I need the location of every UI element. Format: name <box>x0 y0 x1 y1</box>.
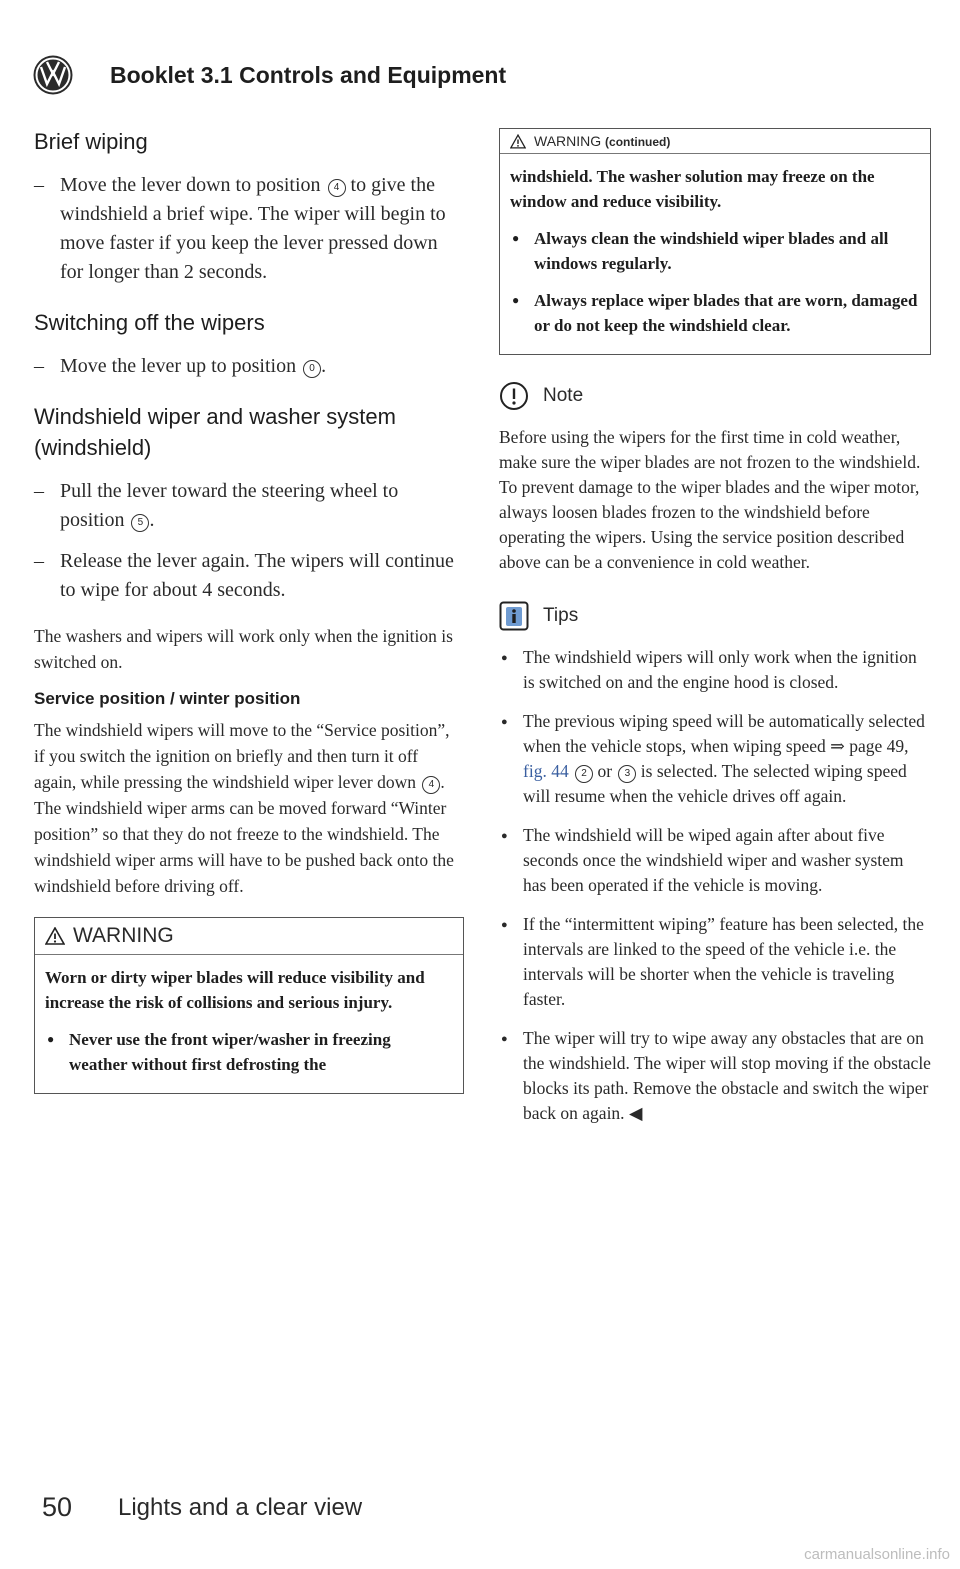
warning-triangle-icon <box>45 927 65 945</box>
service-position-text: The windshield wipers will move to the “Service position”, if you switch the ignition on briefly and then turn it off again, while pressing the windshield wiper lever down 4 . The windshield wiper arms can be moved forward “Winter position” so that they do not freeze to the windshield. The windshield wiper arms will have to be pushed back onto the windshield before driving off. <box>34 720 454 896</box>
warning-continued-paragraph: windshield. The washer solution may freeze on the window and reduce visibility. <box>510 167 875 211</box>
position-4-marker: 4 <box>328 179 346 197</box>
warning-bullet: ● Never use the front wiper/washer in freezing weather without first defrosting the <box>45 1027 453 1077</box>
washer-note-text: The washers and wipers will work only when the ignition is switched on. <box>34 626 453 672</box>
switching-off-instruction: – Move the lever up to position 0 . <box>34 352 464 381</box>
position-4-marker: 4 <box>422 776 440 794</box>
position-0-marker: 0 <box>303 360 321 378</box>
page-title: Booklet 3.1 Controls and Equipment <box>110 61 507 88</box>
warning-continued-body <box>500 154 930 354</box>
page-footer <box>42 1492 362 1523</box>
page-number: 50 <box>42 1492 73 1522</box>
note-header <box>499 381 931 411</box>
tip-item: ● If the “intermittent wiping” feature has been selected, the intervals are linked to the speed of the vehicle i.e. the intervals will be shorter when the vehicle is traveling faster. <box>499 912 931 1012</box>
position-3-marker: 3 <box>618 765 636 783</box>
watermark: carmanualsonline.info <box>804 1546 950 1563</box>
warning-continued-box <box>499 128 931 355</box>
position-2-marker: 2 <box>575 765 593 783</box>
service-position-heading: Service position / winter position <box>34 689 301 708</box>
washer-system-heading: Windshield wiper and washer system (windshield) <box>34 404 396 460</box>
tips-info-icon <box>499 601 529 631</box>
end-of-section-arrow-icon: ◀ <box>628 1103 643 1123</box>
warning-paragraph: Worn or dirty wiper blades will reduce visibility and increase the risk of collisions and serious injury. <box>45 968 425 1012</box>
switching-off-heading: Switching off the wipers <box>34 310 265 335</box>
tip-item: ● The windshield will be wiped again after about five seconds once the windshield wiper and washer system has been operated if the vehicle is moving. <box>499 823 931 898</box>
vw-logo-icon <box>32 54 74 96</box>
right-column <box>499 128 931 1140</box>
note-exclamation-icon <box>499 381 529 411</box>
warning-label: WARNING <box>73 924 174 947</box>
washer-release-instruction: – Release the lever again. The wipers will continue to wipe for about 4 seconds. <box>34 547 464 605</box>
section-title: Lights and a clear view <box>118 1493 363 1521</box>
brief-wiping-heading: Brief wiping <box>34 129 148 154</box>
tips-header <box>499 601 931 631</box>
washer-pull-instruction: – Pull the lever toward the steering wheel to position 5 . <box>34 477 464 535</box>
warning-continued-label: WARNING (continued) <box>534 133 671 149</box>
brief-wiping-instruction: – Move the lever down to position 4 to give the windshield a brief wipe. The wiper will begin to move faster if you keep the lever pressed down for longer than 2 seconds. <box>34 171 464 287</box>
warning-body <box>35 955 463 1093</box>
note-text: Before using the wipers for the first time in cold weather, make sure the wiper blades are not frozen to the windshield. To prevent damage to the wiper blades and the wiper motor, always loosen blades frozen to the windshield before operating the wipers. Using the service position described above can be a convenience in cold weather. <box>499 427 921 572</box>
warning-header <box>35 918 463 955</box>
warning-box <box>34 917 464 1094</box>
figure-link[interactable]: fig. 44 <box>523 761 569 781</box>
warning-bullet: ● Always clean the windshield wiper blades and all windows regularly. <box>510 226 920 276</box>
tip-item: ● The wiper will try to wipe away any obstacles that are on the windshield. The wiper will stop moving if the obstacle blocks its path. Remove the obstacle and switch the wiper back on again. ◀ <box>499 1026 931 1126</box>
note-label: Note <box>543 385 584 406</box>
warning-bullet: ● Always replace wiper blades that are worn, damaged or do not keep the windshield clear. <box>510 288 920 338</box>
page-header <box>32 52 506 98</box>
tip-item: ● The previous wiping speed will be automatically selected when the vehicle stops, when wiping speed ⇒ page 49, fig. 44 2 or 3 is selected. The selected wiping speed will resume when the vehicle drives off again. <box>499 709 931 809</box>
warning-triangle-icon <box>510 134 526 149</box>
tips-label: Tips <box>543 605 579 626</box>
warning-continued-header <box>500 129 930 154</box>
left-column <box>34 120 464 1094</box>
tip-item: ● The windshield wipers will only work when the ignition is switched on and the engine hood is closed. <box>499 645 931 695</box>
position-5-marker: 5 <box>131 514 149 532</box>
